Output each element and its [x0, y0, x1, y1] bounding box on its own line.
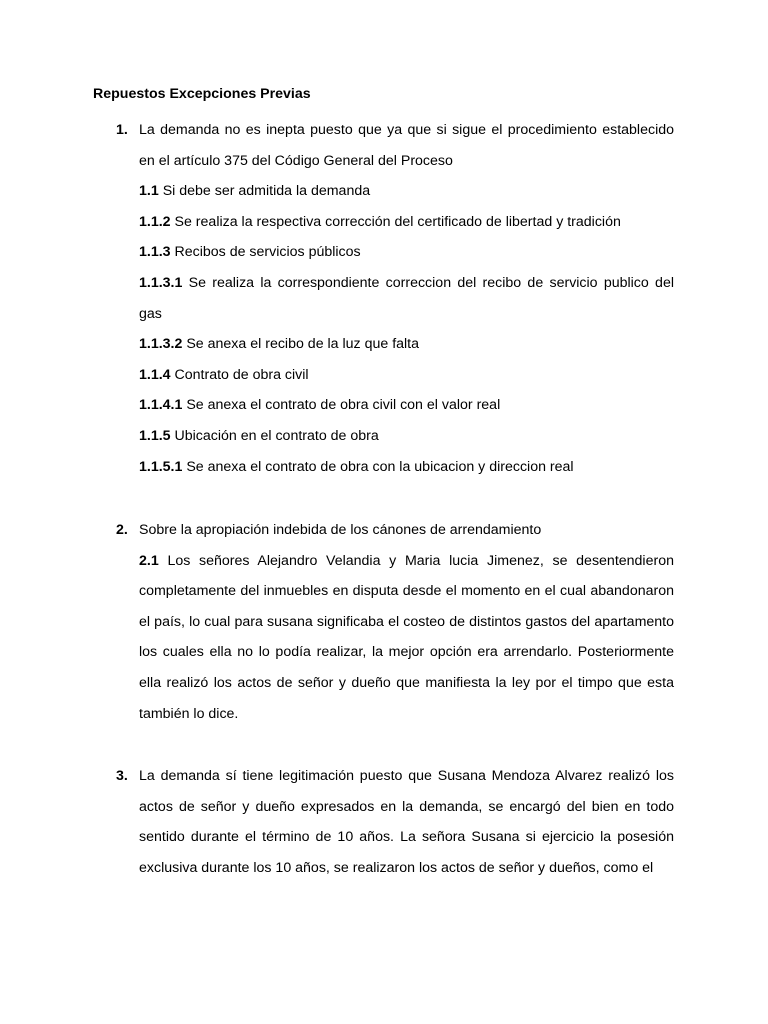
subitem-number: 1.1 — [139, 183, 159, 200]
item-text: La demanda sí tiene legitimación puesto que Susana Mendoza Alvarez realizó los actos de señor y dueño expresados en la demanda, se encargó del bien en todo sentido durante el término de 10 años. La señora Susana si ejercicio la posesión exclusiva durante los 10 años, se realizaron los actos de señor y dueños, como el — [139, 768, 674, 876]
subitem — [139, 329, 674, 360]
subitem-number: 1.1.3 — [139, 244, 171, 261]
subitem-number: 1.1.5.1 — [139, 458, 183, 475]
subitem-number: 1.1.2 — [139, 213, 171, 230]
subitem-text: Se realiza la respectiva corrección del certificado de libertad y tradición — [174, 213, 621, 230]
subitem-text: Se anexa el contrato de obra civil con el valor real — [186, 397, 501, 414]
subitem-number: 1.1.4.1 — [139, 397, 183, 414]
subitem-text: Si debe ser admitida la demanda — [162, 183, 371, 200]
subitem-text: Contrato de obra civil — [174, 366, 309, 383]
subitem-text: Ubicación en el contrato de obra — [174, 427, 379, 444]
subitem — [139, 176, 674, 207]
document-title: Repuestos Excepciones Previas — [93, 86, 311, 102]
item-number: 1. — [116, 122, 128, 138]
subitem-text: Se realiza la correspondiente correccion del recibo de servicio publico del gas — [139, 274, 674, 322]
item-content — [139, 761, 674, 883]
subitem — [139, 421, 674, 452]
subitem — [139, 237, 674, 268]
subitem-text: Se anexa el contrato de obra con la ubicacion y direccion real — [186, 458, 574, 475]
subitem — [139, 452, 674, 483]
item-text: Sobre la apropiación indebida de los cánones de arrendamiento — [139, 522, 542, 538]
subitem-number: 1.1.3.1 — [139, 274, 183, 291]
item-content — [139, 515, 674, 729]
subitem — [139, 546, 674, 730]
subitem-number: 1.1.5 — [139, 427, 171, 444]
subitem-text: Se anexa el recibo de la luz que falta — [186, 336, 420, 353]
subitem-number: 2.1 — [139, 552, 159, 569]
subitem-number: 1.1.3.2 — [139, 336, 183, 353]
item-content — [139, 115, 674, 482]
subitem-text: Recibos de servicios públicos — [174, 244, 361, 261]
item-number: 3. — [116, 768, 128, 784]
subitem-number: 1.1.4 — [139, 366, 171, 383]
item-number: 2. — [116, 522, 128, 538]
item-text: La demanda no es inepta puesto que ya que si sigue el procedimiento establecido en el artículo 375 del Código General del Proceso — [139, 122, 674, 169]
subitem-text: Los señores Alejandro Velandia y Maria lucia Jimenez, se desentendieron completamente del inmuebles en disputa desde el momento en el cual abandonaron el país, lo cual para susana significaba el costeo de distintos gastos del apartamento los cuales ella no lo podía realizar, la mejor opción era arrendarlo. Posteriormente ella realizó los actos de señor y dueño que manifiesta la ley por el timpo que esta también lo dice. — [139, 552, 674, 722]
subitem — [139, 360, 674, 391]
subitem — [139, 207, 674, 238]
subitem — [139, 268, 674, 329]
subitem — [139, 390, 674, 421]
